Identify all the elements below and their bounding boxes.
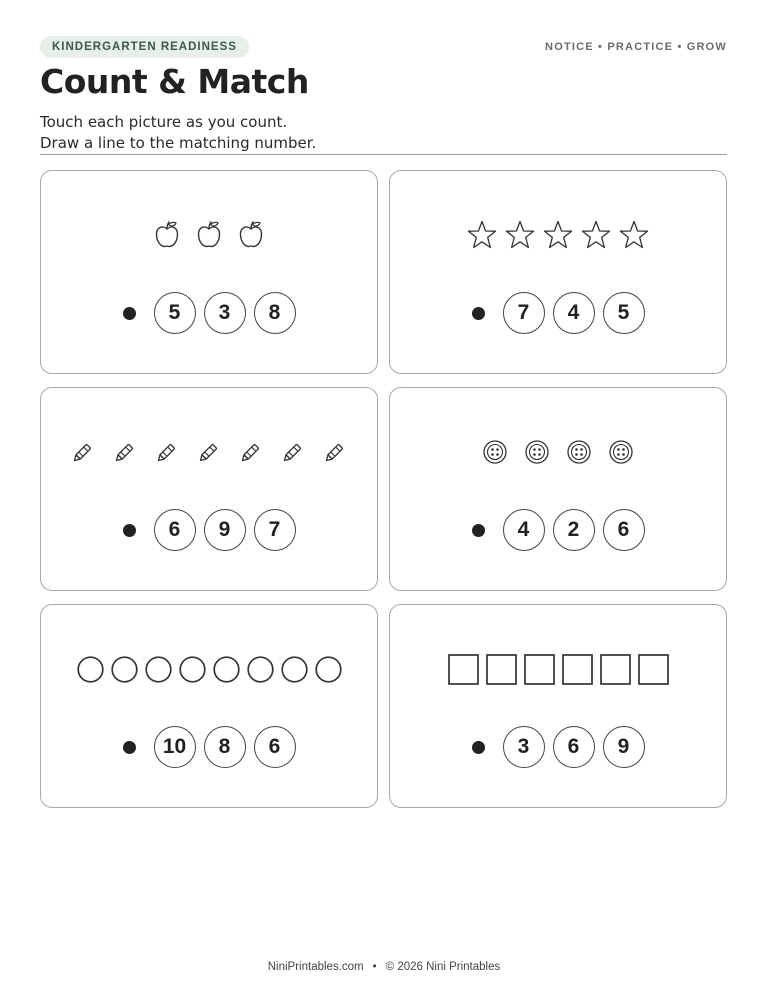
circle-icon[interactable] [213,656,240,683]
answer-row [41,290,377,336]
number-choice[interactable]: 6 [553,726,595,768]
start-dot[interactable] [123,741,136,754]
star-icon[interactable] [581,220,611,250]
number-choice[interactable]: 8 [254,292,296,334]
exercise-card-circles [40,604,378,808]
start-dot[interactable] [472,741,485,754]
picture-row [41,217,377,253]
apple-icon[interactable] [154,220,180,250]
picture-row [390,217,726,253]
answer-row [390,507,726,553]
circle-icon[interactable] [77,656,104,683]
square-icon[interactable] [524,654,555,685]
star-icon[interactable] [505,220,535,250]
star-icon[interactable] [619,220,649,250]
number-choice[interactable]: 9 [204,509,246,551]
exercise-grid [40,170,727,808]
button-icon[interactable] [482,439,508,465]
start-dot[interactable] [472,524,485,537]
number-choice[interactable]: 9 [603,726,645,768]
answer-row [390,724,726,770]
answer-row [41,724,377,770]
circle-icon[interactable] [315,656,342,683]
motto: NOTICE • PRACTICE • GROW [545,41,727,53]
button-icon[interactable] [524,439,550,465]
crayon-icon[interactable] [322,438,348,466]
page-title: Count & Match [40,62,309,101]
start-dot[interactable] [123,307,136,320]
number-choice[interactable]: 4 [503,509,545,551]
apple-icon[interactable] [196,220,222,250]
number-choice[interactable]: 7 [503,292,545,334]
number-choice[interactable]: 3 [204,292,246,334]
crayon-icon[interactable] [70,438,96,466]
exercise-card-squares [389,604,727,808]
number-choice[interactable]: 2 [553,509,595,551]
picture-row [390,651,726,687]
picture-row [390,434,726,470]
exercise-card-stars [389,170,727,374]
picture-row [41,434,377,470]
number-choice[interactable]: 3 [503,726,545,768]
number-choice[interactable]: 10 [154,726,196,768]
number-choice[interactable]: 6 [603,509,645,551]
instructions [40,112,316,154]
category-tag: KINDERGARTEN READINESS [40,36,249,58]
footer [0,961,768,973]
number-choice[interactable]: 7 [254,509,296,551]
circle-icon[interactable] [247,656,274,683]
circle-icon[interactable] [111,656,138,683]
start-dot[interactable] [472,307,485,320]
footer-site[interactable]: NiniPrintables.com [267,961,364,973]
answer-row [390,290,726,336]
circle-icon[interactable] [145,656,172,683]
exercise-card-crayons [40,387,378,591]
number-choice[interactable]: 4 [553,292,595,334]
picture-row [41,651,377,687]
instruction-line-2: Draw a line to the matching number. [40,134,317,152]
button-icon[interactable] [608,439,634,465]
square-icon[interactable] [600,654,631,685]
instruction-line-1: Touch each picture as you count. [40,113,288,131]
answer-row [41,507,377,553]
crayon-icon[interactable] [238,438,264,466]
exercise-card-buttons [389,387,727,591]
number-choice[interactable]: 5 [154,292,196,334]
number-choice[interactable]: 8 [204,726,246,768]
footer-copyright: © 2026 Nini Printables [385,961,501,973]
square-icon[interactable] [638,654,669,685]
apple-icon[interactable] [238,220,264,250]
start-dot[interactable] [123,524,136,537]
crayon-icon[interactable] [280,438,306,466]
button-icon[interactable] [566,439,592,465]
crayon-icon[interactable] [154,438,180,466]
crayon-icon[interactable] [112,438,138,466]
star-icon[interactable] [467,220,497,250]
crayon-icon[interactable] [196,438,222,466]
square-icon[interactable] [562,654,593,685]
number-choice[interactable]: 6 [254,726,296,768]
divider [40,154,727,155]
number-choice[interactable]: 5 [603,292,645,334]
square-icon[interactable] [486,654,517,685]
square-icon[interactable] [448,654,479,685]
footer-separator: • [372,961,377,973]
exercise-card-apples [40,170,378,374]
star-icon[interactable] [543,220,573,250]
number-choice[interactable]: 6 [154,509,196,551]
circle-icon[interactable] [281,656,308,683]
circle-icon[interactable] [179,656,206,683]
